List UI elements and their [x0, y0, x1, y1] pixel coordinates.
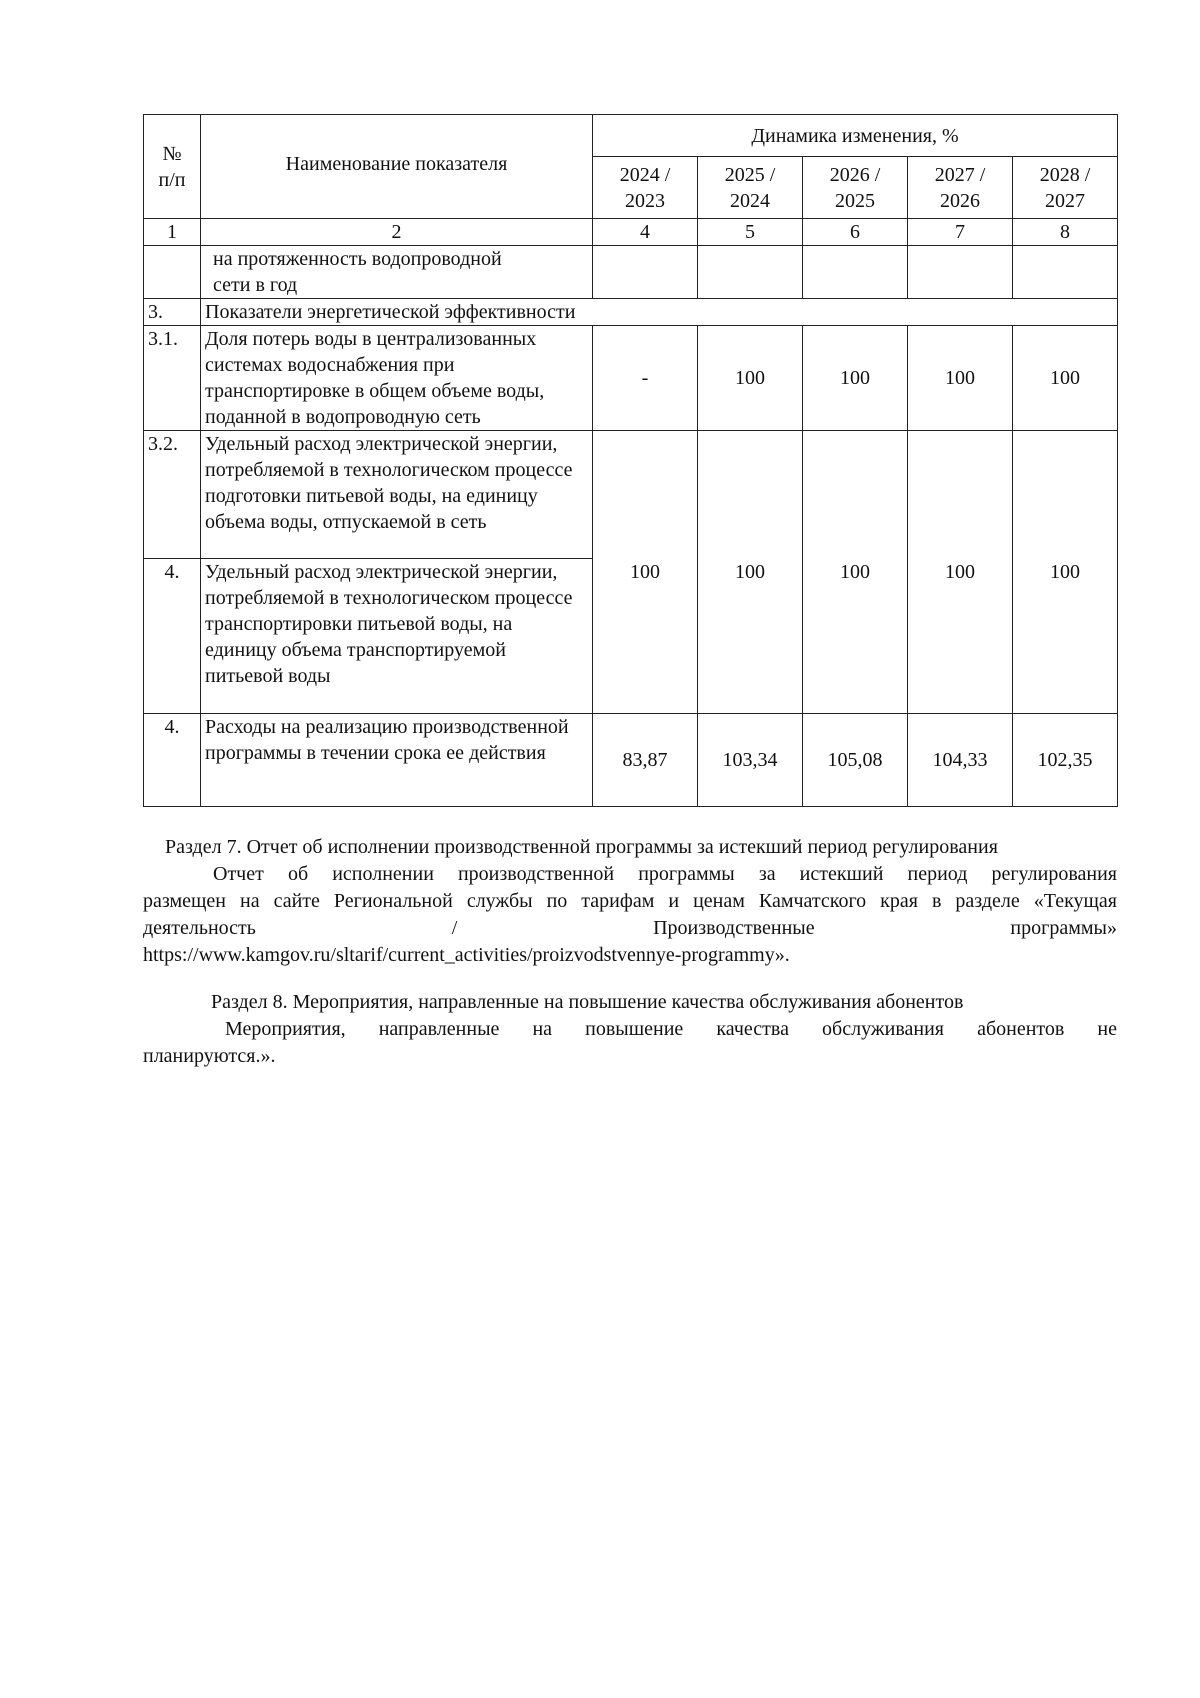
value-cell: 100	[803, 326, 908, 431]
col-number: 4	[593, 219, 698, 246]
header-num: № п/п	[144, 115, 201, 219]
header-name: Наименование показателя	[201, 115, 593, 219]
section7-line: деятельность / Производственные программы»	[143, 917, 1117, 939]
row-num: 3.	[144, 299, 201, 326]
value-cell: 103,34	[698, 714, 803, 807]
value-cell: 100	[908, 326, 1013, 431]
row-name: Удельный расход электрической энергии, потребляемой в технологическом процессе транспортировки питьевой воды, на единицу объема транспортируемой питьевой воды	[201, 559, 593, 714]
col-number: 1	[144, 219, 201, 246]
col-number: 6	[803, 219, 908, 246]
value-cell: 102,35	[1013, 714, 1118, 807]
row-num: 3.2.	[144, 431, 201, 559]
section8	[143, 989, 1117, 1070]
value-cell: 100	[803, 431, 908, 714]
row-name: Удельный расход электрической энергии, потребляемой в технологическом процессе подготовки питьевой воды, на единицу объема воды, отпускаемой в сеть	[201, 431, 593, 559]
row-num: 4.	[144, 559, 201, 714]
value-cell: 83,87	[593, 714, 698, 807]
indicators-table	[143, 114, 1118, 807]
value-cell: 100	[1013, 326, 1118, 431]
col-number: 8	[1013, 219, 1118, 246]
section8-title: Раздел 8. Мероприятия, направленные на повышение качества обслуживания абонентов	[211, 991, 964, 1013]
col-number: 7	[908, 219, 1013, 246]
row-name: Доля потерь воды в централизованных системах водоснабжения при транспортировке в общем объеме воды, поданной в водопроводную сеть	[201, 326, 593, 431]
section7-line: Отчет об исполнении производственной программы за истекший период регулирования	[213, 863, 1117, 885]
value-cell: 100	[698, 326, 803, 431]
header-period: 2028 / 2027	[1013, 157, 1118, 219]
value-cell: 100	[593, 431, 698, 714]
row-name: на протяженность водопроводной сети в год	[201, 246, 593, 299]
table-row-continued	[144, 246, 1118, 299]
section7-title: Раздел 7. Отчет об исполнении производственной программы за истекший период регулирования	[165, 836, 998, 858]
header-period: 2025 / 2024	[698, 157, 803, 219]
row-name: Расходы на реализацию производственной программы в течении срока ее действия	[201, 714, 593, 807]
value-cell: 105,08	[803, 714, 908, 807]
section8-line: планируются.».	[143, 1045, 276, 1067]
value-cell: 100	[698, 431, 803, 714]
col-number: 5	[698, 219, 803, 246]
header-period: 2027 / 2026	[908, 157, 1013, 219]
value-cell: 100	[1013, 431, 1118, 714]
section-title: Показатели энергетической эффективности	[201, 299, 1118, 326]
table-row-4b	[144, 714, 1118, 807]
table-row-3-2	[144, 431, 1118, 559]
header-row-1	[144, 115, 1118, 157]
row-num: 3.1.	[144, 326, 201, 431]
section7-link: https://www.kamgov.ru/sltarif/current_activities/proizvodstvennye-programmy».	[143, 944, 790, 966]
row-num: 4.	[144, 714, 201, 807]
value-cell: 100	[908, 431, 1013, 714]
header-period: 2026 / 2025	[803, 157, 908, 219]
section-row-3	[144, 299, 1118, 326]
table-row-3-1	[144, 326, 1118, 431]
section7-line: размещен на сайте Региональной службы по тарифам и ценам Камчатского края в разделе «Текущая	[143, 890, 1117, 912]
header-period: 2024 / 2023	[593, 157, 698, 219]
row-num-empty	[144, 246, 201, 299]
header-dynamics: Динамика изменения, %	[593, 115, 1118, 157]
column-number-row	[144, 219, 1118, 246]
section8-line: Мероприятия, направленные на повышение качества обслуживания абонентов не	[225, 1018, 1117, 1040]
value-cell: 104,33	[908, 714, 1013, 807]
value-cell: -	[593, 326, 698, 431]
col-number: 2	[201, 219, 593, 246]
section7	[143, 834, 1117, 969]
